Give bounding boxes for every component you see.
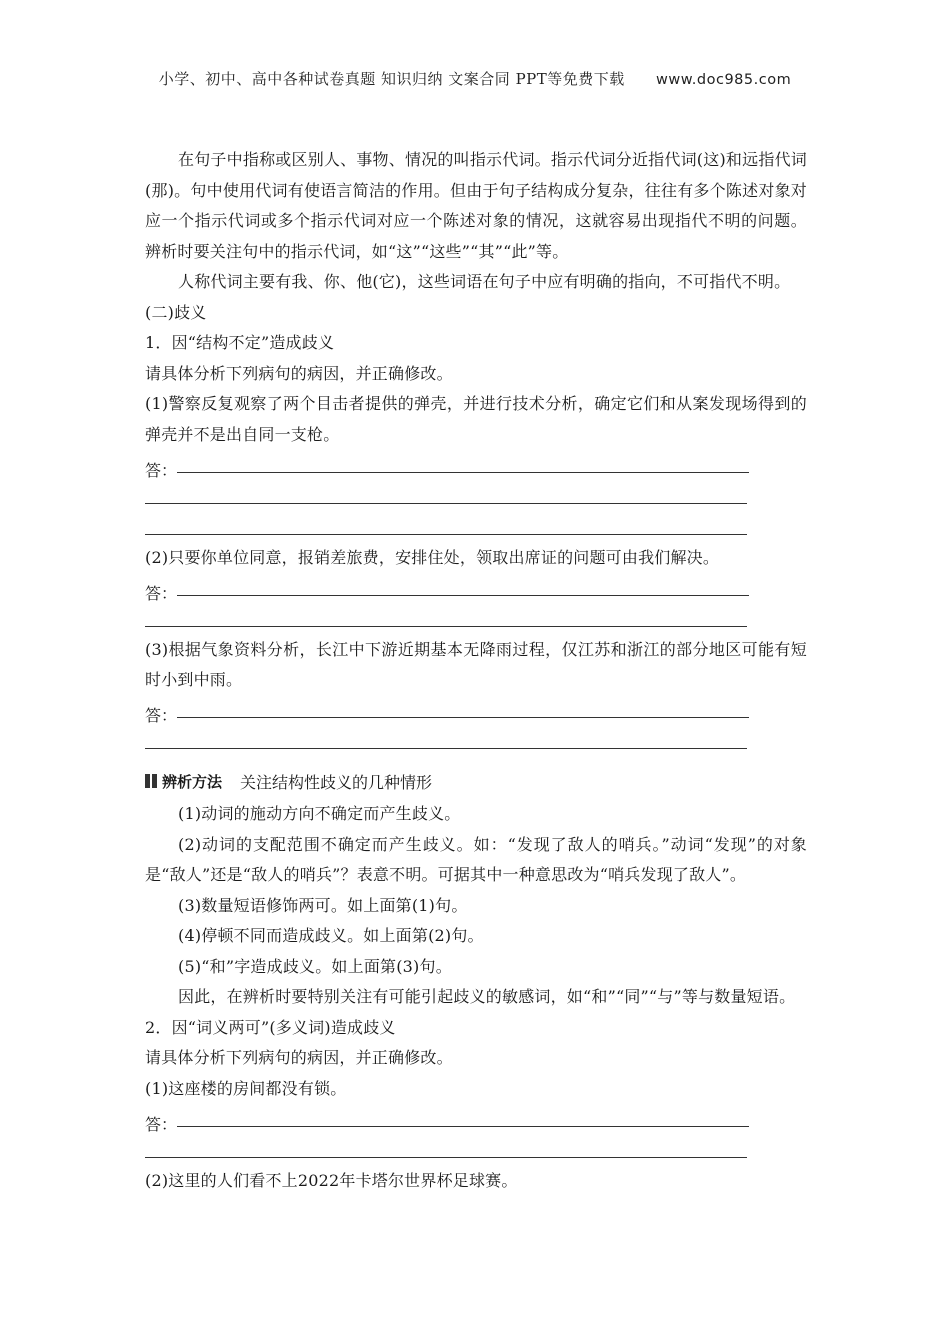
method-item: (1)动词的施动方向不确定而产生歧义。 [178,804,461,823]
method-item: (4)停顿不同而造成歧义。如上面第(2)句。 [178,926,484,945]
answer-row [145,1104,807,1135]
page-header [0,68,950,89]
answer-blank-line[interactable] [145,726,807,757]
question-1-1: (1)警察反复观察了两个目击者提供的弹壳，并进行技术分析，确定它们和从案发现场得到的弹壳并不是出自同一支枪。 [145,394,807,444]
header-text: 小学、初中、高中各种试卷真题 知识归纳 文案合同 PPT等免费下载 [158,70,625,88]
answer-blank-line[interactable] [145,481,807,512]
answer-label: 答： [145,1114,178,1134]
method-conclusion: 因此，在辨析时要特别关注有可能引起歧义的敏感词，如“和”“同”“与”等与数量短语。 [178,987,796,1006]
instruction-1: 请具体分析下列病句的病因，并正确修改。 [145,363,453,383]
answer-row [145,450,807,481]
instruction-2: 请具体分析下列病句的病因，并正确修改。 [145,1048,453,1067]
answer-label: 答： [145,706,178,725]
method-bars-icon [145,774,157,788]
document-body [145,145,807,1196]
method-item: (2)动词的支配范围不确定而产生歧义。如：“发现了敌人的哨兵。”动词“发现”的对象是“敌人”还是“敌人的哨兵”？表意不明。可据其中一种意思改为“哨兵发现了敌人”。 [145,834,807,884]
answer-row [145,696,807,727]
question-2-1: (1)这座楼的房间都没有锁。 [145,1078,347,1098]
answer-line[interactable] [177,471,749,473]
heading-structural-ambiguity: 1．因“结构不定”造成歧义 [145,333,335,352]
answer-blank-line[interactable] [145,1135,807,1166]
heading-lexical-ambiguity: 2．因“词义两可”(多义词)造成歧义 [145,1017,396,1037]
question-1-3: (3)根据气象资料分析，长江中下游近期基本无降雨过程，仅江苏和浙江的部分地区可能有短时小到中雨。 [145,639,807,689]
method-box-header [145,763,807,799]
paragraph-personal-pronouns: 人称代词主要有我、你、他(它)，这些词语在句子中应有明确的指向，不可指代不明。 [178,272,791,291]
header-url[interactable]: www.doc985.com [656,72,792,88]
question-2-2: (2)这里的人们看不上2022年卡塔尔世界杯足球赛。 [145,1170,518,1190]
section-ambiguity-heading: (二)歧义 [145,302,207,322]
question-1-2: (2)只要你单位同意，报销差旅费，安排住处，领取出席证的问题可由我们解决。 [145,547,720,567]
method-item: (5)“和”字造成歧义。如上面第(3)句。 [178,956,452,976]
answer-line[interactable] [177,716,749,718]
method-title: 辨析方法 [162,772,223,791]
answer-blank-line[interactable] [145,512,807,543]
answer-label: 答： [145,460,178,480]
paragraph-demonstrative-pronouns: 在句子中指称或区别人、事物、情况的叫指示代词。指示代词分近指代词(这)和远指代词(那)。句中使用代词有使语言简洁的作用。但由于句子结构成分复杂，往往有多个陈述对象对应一个指示代词或多个指示代词对应一个陈述对象的情况，这就容易出现指代不明的问题。辨析时要关注句中的指示代词，如“这”“这些”“其”“此”等。 [145,150,807,261]
answer-line[interactable] [177,594,749,596]
answer-line[interactable] [177,1125,749,1127]
answer-label: 答： [145,583,178,603]
answer-blank-line[interactable] [145,604,807,635]
method-item: (3)数量短语修饰两可。如上面第(1)句。 [178,895,468,915]
answer-row [145,573,807,604]
method-subtitle: 关注结构性歧义的几种情形 [240,772,433,792]
